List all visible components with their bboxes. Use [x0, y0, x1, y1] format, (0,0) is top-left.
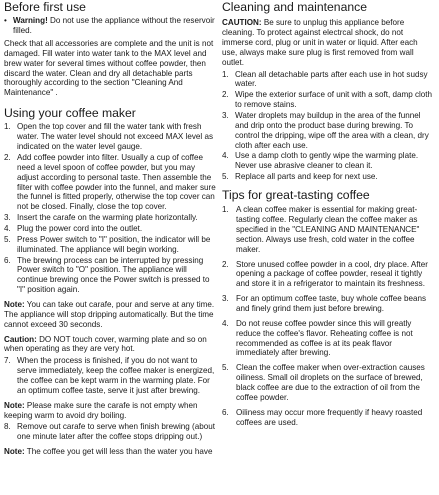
step-number: 5. — [222, 172, 229, 182]
note-1-label: Note: — [4, 299, 25, 309]
list-item — [222, 260, 435, 290]
list-item — [222, 363, 435, 402]
list-item — [222, 151, 435, 171]
tips-heading: Tips for great-tasting coffee — [222, 188, 370, 202]
step-text: Open the top cover and fill the water tank with fresh water. The water level should not exceed MAX level as indicated on the water level gauge. — [17, 122, 214, 152]
list-item — [4, 224, 216, 234]
note-2 — [4, 401, 216, 421]
list-item — [4, 213, 216, 223]
step-number: 5. — [222, 363, 229, 373]
before-first-use-paragraph: Check that all accessories are complete and the unit is not damaged. Fill water into water tank to the MAX level and brew water for several times without coffee powder, then discard the water. Clean and dry all detachable parts thoroughly according to the section "Cleaning And Maintenance" . — [4, 38, 214, 98]
list-item — [222, 408, 435, 428]
step-number: 4. — [4, 223, 11, 233]
list-item — [4, 356, 216, 395]
step-text: Water droplets may buildup in the area of the funnel and drip onto the product base during brewing. To control the dripping, wipe off the area with a clean, dry cloth after each use. — [235, 110, 429, 150]
step-text: Oiliness may occur more frequently if heavy roasted coffees are used. — [236, 407, 423, 427]
note-3-text: The coffee you get will less than the water you have — [24, 447, 213, 457]
tips-list — [222, 205, 435, 427]
step-text: A clean coffee maker is essential for making great-tasting coffee. Regularly clean the coffee maker as specified in the "CLEANING AND MAINTENANCE" section. Always use fresh, cold water in the coffee maker. — [236, 205, 420, 254]
step-text: Replace all parts and keep for next use. — [235, 172, 378, 182]
warning-text: Do not use the appliance without the reservoir filled. — [13, 16, 215, 36]
step-text: For an optimum coffee taste, buy whole coffee beans and finely grind them just before brewing. — [236, 294, 427, 313]
warning-bullet — [4, 16, 216, 36]
using-heading: Using your coffee maker — [4, 106, 136, 121]
warning-label: Warning! — [13, 16, 48, 26]
caution-text: DO NOT touch cover, warming plate and so on when operating as they are very hot. — [4, 334, 207, 354]
note-2-text: Please make sure the carafe is not empty when keeping warm to avoid dry boiling. — [4, 400, 198, 420]
step-text: The brewing process can be interrupted by pressing Power switch to "O" position. The appliance will continue brewing once the Power switch is pressed to "I" position again. — [17, 255, 210, 295]
step-number: 1. — [222, 205, 229, 215]
cleaning-caution — [222, 18, 435, 67]
step-number: 4. — [222, 318, 229, 328]
step-text: Remove out carafe to serve when finish brewing (about one minute later after the coffee stops dripping out.) — [17, 422, 215, 442]
before-first-use-heading: Before first use — [4, 0, 86, 14]
step-number: 1. — [222, 69, 229, 79]
list-item — [4, 122, 216, 152]
step-text: Add coffee powder into filter. Usually a cup of coffee need a level spoon of coffee powder, but you may adjust according to personal taste. Then assemble the filter with coffee powder into the funnel, and maker sure the funnel is fitted properly, otherwise the top cover can not be closed. Finally, close the top cover. — [17, 152, 216, 212]
cleaning-heading: Cleaning and maintenance — [222, 0, 368, 14]
caution-label: Caution: — [4, 334, 37, 344]
left-column — [4, 0, 216, 457]
step-number: 5. — [4, 234, 11, 244]
step-text: When the process is finished, if you do not want to serve immediately, keep the coffee maker is energized, the coffee can be kept warm in the warming plate. For an optimum coffee taste, serve it just after brewing. — [17, 356, 215, 395]
bullet-icon: • — [4, 16, 7, 26]
right-column — [222, 0, 435, 427]
list-item — [222, 172, 435, 182]
step-number: 3. — [222, 110, 229, 120]
step-text: Wipe the exterior surface of unit with a soft, damp cloth to remove stains. — [235, 90, 433, 110]
caution-paragraph — [4, 335, 216, 355]
step-text: Plug the power cord into the outlet. — [17, 223, 143, 233]
list-item — [222, 319, 435, 358]
note-1 — [4, 300, 216, 330]
list-item — [4, 256, 216, 295]
list-item — [222, 111, 435, 150]
list-item — [222, 294, 435, 314]
step-text: Clean the coffee maker when over-extraction causes oiliness. Small oil droplets on the surface of brewed, black coffee are due to the extraction of oil from the coffee powder. — [236, 363, 425, 402]
list-item — [4, 422, 216, 442]
list-item — [222, 90, 435, 110]
step-number: 2. — [222, 90, 229, 100]
note-3 — [4, 447, 216, 457]
step-text: Do not reuse coffee powder since this will greatly reduce the coffee's flavor. Reheating coffee is not recommended as coffee is at its peak flavor immediately after brewing. — [236, 318, 413, 358]
step-number: 8. — [4, 422, 11, 432]
step-text: Store unused coffee powder in a cool, dry place. After opening a package of coffee powder, reseal it tightly and store it in a refrigerator to maintain its freshness. — [236, 259, 428, 289]
step-number: 4. — [222, 151, 229, 161]
step-7-list — [4, 356, 216, 395]
using-steps-list — [4, 122, 216, 295]
note-3-label: Note: — [4, 447, 25, 457]
step-number: 6. — [4, 255, 11, 265]
step-number: 3. — [222, 294, 229, 304]
list-item — [4, 153, 216, 212]
step-number: 2. — [222, 259, 229, 269]
step-number: 7. — [4, 356, 11, 366]
step-text: Use a damp cloth to gently wipe the warming plate. Never use abrasive cleaner to clean it. — [235, 151, 419, 171]
cleaning-caution-label: CAUTION: — [222, 18, 262, 28]
list-item — [222, 205, 435, 254]
step-text: Insert the carafe on the warming plate horizontally. — [17, 213, 198, 223]
step-number: 6. — [222, 407, 229, 417]
cleaning-steps-list — [222, 70, 435, 182]
step-number: 3. — [4, 213, 11, 223]
note-2-label: Note: — [4, 400, 25, 410]
cleaning-caution-text: Be sure to unplug this appliance before cleaning. To protect against electrcal shock, do not immerse cord, plug or unit in water or liquid. After each use, always make sure plug is first removed from wall outlet. — [222, 18, 418, 67]
list-item — [4, 235, 216, 255]
step-number: 1. — [4, 122, 11, 132]
note-1-text: You can take out carafe, pour and serve at any time. The appliance will stop dripping automatically. But the time cannot exceed 30 seconds. — [4, 299, 215, 329]
step-text: Clean all detachable parts after each use in hot sudsy water. — [235, 69, 428, 89]
step-text: Press Power switch to "I" position, the indicator will be illuminated. The appliance will begin working. — [17, 234, 211, 254]
list-item — [222, 70, 435, 90]
step-number: 2. — [4, 152, 11, 162]
step-8-list — [4, 422, 216, 442]
